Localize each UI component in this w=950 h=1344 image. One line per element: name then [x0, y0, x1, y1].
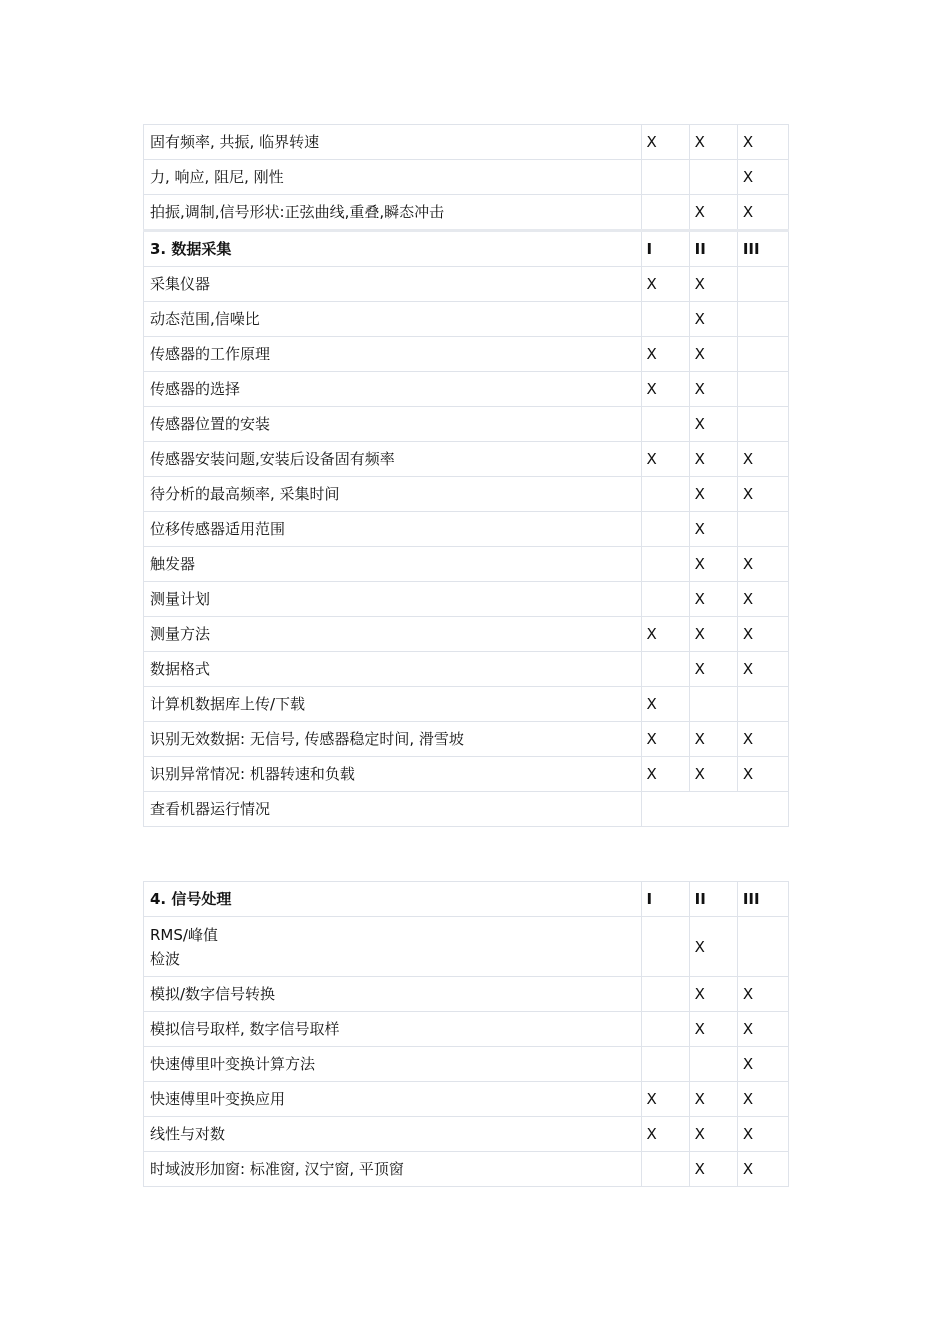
- level-2-cell: X: [689, 1012, 737, 1047]
- topic-cell: 待分析的最高频率, 采集时间: [144, 477, 642, 512]
- table-row: [144, 977, 789, 1012]
- level-3-cell: X: [737, 442, 788, 477]
- level-3-cell: X: [737, 652, 788, 687]
- level-1-cell: [641, 407, 689, 442]
- level-2-cell: X: [689, 547, 737, 582]
- level-2-cell: X: [689, 722, 737, 757]
- section-title: 4. 信号处理: [144, 882, 642, 917]
- topic-line: RMS/峰值: [150, 925, 218, 944]
- table-row: [144, 1047, 789, 1082]
- level-3-cell: X: [737, 1082, 788, 1117]
- table-row: [144, 1117, 789, 1152]
- level-3-cell: X: [737, 722, 788, 757]
- level-3-cell: [737, 372, 788, 407]
- table-row: [144, 160, 789, 195]
- level-3-cell: X: [737, 160, 788, 195]
- level-2-header: II: [689, 882, 737, 917]
- level-3-cell: [737, 267, 788, 302]
- level-3-cell: X: [737, 125, 788, 160]
- level-1-header: I: [641, 882, 689, 917]
- topic-cell: 模拟/数字信号转换: [144, 977, 642, 1012]
- table-row: [144, 792, 789, 827]
- level-1-cell: X: [641, 757, 689, 792]
- level-2-cell: X: [689, 267, 737, 302]
- level-1-cell: [641, 1047, 689, 1082]
- level-1-cell: [641, 302, 689, 337]
- level-1-cell: X: [641, 617, 689, 652]
- topic-cell: 模拟信号取样, 数字信号取样: [144, 1012, 642, 1047]
- level-1-cell: [641, 477, 689, 512]
- table-row: [144, 442, 789, 477]
- level-2-cell: X: [689, 512, 737, 547]
- table-row: [144, 512, 789, 547]
- topic-cell: 动态范围,信噪比: [144, 302, 642, 337]
- topic-cell: 识别无效数据: 无信号, 传感器稳定时间, 滑雪坡: [144, 722, 642, 757]
- level-1-cell: [641, 582, 689, 617]
- level-3-cell: X: [737, 1012, 788, 1047]
- table-row: [144, 917, 789, 977]
- section-header-row: [144, 882, 789, 917]
- section-header-row: [144, 231, 789, 267]
- level-3-cell: X: [737, 547, 788, 582]
- topic-cell: 固有频率, 共振, 临界转速: [144, 125, 642, 160]
- level-1-cell: [641, 1012, 689, 1047]
- topic-cell: 传感器位置的安装: [144, 407, 642, 442]
- level-2-cell: [689, 1047, 737, 1082]
- level-1-cell: [641, 977, 689, 1012]
- topic-cell: [144, 917, 642, 977]
- topic-cell: 测量方法: [144, 617, 642, 652]
- level-3-cell: X: [737, 977, 788, 1012]
- level-1-cell: X: [641, 1082, 689, 1117]
- level-2-cell: X: [689, 757, 737, 792]
- topic-cell: 计算机数据库上传/下载: [144, 687, 642, 722]
- table-row: [144, 652, 789, 687]
- level-3-cell: X: [737, 757, 788, 792]
- level-2-cell: X: [689, 372, 737, 407]
- level-1-cell: X: [641, 722, 689, 757]
- level-1-cell: X: [641, 267, 689, 302]
- topic-line: 检波: [150, 949, 181, 968]
- table-row: [144, 757, 789, 792]
- topic-cell: 传感器的工作原理: [144, 337, 642, 372]
- table-row: [144, 547, 789, 582]
- level-2-cell: X: [689, 302, 737, 337]
- table-row: [144, 337, 789, 372]
- table-row: [144, 125, 789, 160]
- topic-cell: 测量计划: [144, 582, 642, 617]
- level-1-cell: X: [641, 125, 689, 160]
- topic-cell: 传感器的选择: [144, 372, 642, 407]
- training-level-table-signal-processing: [143, 881, 789, 1187]
- level-3-cell: [737, 337, 788, 372]
- level-2-cell: X: [689, 125, 737, 160]
- level-3-cell: [737, 687, 788, 722]
- level-1-cell: X: [641, 687, 689, 722]
- table-row: [144, 302, 789, 337]
- level-2-cell: X: [689, 195, 737, 231]
- level-3-cell: X: [737, 477, 788, 512]
- level-2-cell: X: [689, 1117, 737, 1152]
- level-3-cell: [737, 512, 788, 547]
- level-2-cell: X: [689, 977, 737, 1012]
- level-1-cell: [641, 195, 689, 231]
- level-2-cell: [689, 160, 737, 195]
- topic-cell: 触发器: [144, 547, 642, 582]
- level-2-cell: X: [689, 477, 737, 512]
- topic-cell: 拍振,调制,信号形状:正弦曲线,重叠,瞬态冲击: [144, 195, 642, 231]
- topic-cell: 时域波形加窗: 标准窗, 汉宁窗, 平顶窗: [144, 1152, 642, 1187]
- level-2-cell: X: [689, 442, 737, 477]
- table-row: [144, 1152, 789, 1187]
- level-1-cell: [641, 652, 689, 687]
- level-3-cell: [737, 302, 788, 337]
- table-row: [144, 477, 789, 512]
- level-1-cell: [641, 547, 689, 582]
- level-3-cell: X: [737, 1047, 788, 1082]
- table-row: [144, 617, 789, 652]
- level-3-cell: X: [737, 195, 788, 231]
- level-1-cell: [641, 160, 689, 195]
- table-row: [144, 722, 789, 757]
- level-1-cell: [641, 1152, 689, 1187]
- level-3-header: III: [737, 882, 788, 917]
- level-2-cell: [689, 687, 737, 722]
- level-2-cell: X: [689, 337, 737, 372]
- topic-cell: 快速傅里叶变换计算方法: [144, 1047, 642, 1082]
- level-2-cell: X: [689, 407, 737, 442]
- level-2-cell: X: [689, 582, 737, 617]
- table-row: [144, 195, 789, 231]
- section-title: 3. 数据采集: [144, 231, 642, 267]
- level-2-cell: X: [689, 617, 737, 652]
- level-2-cell: X: [689, 1152, 737, 1187]
- table-row: [144, 372, 789, 407]
- topic-cell: 传感器安装问题,安装后设备固有频率: [144, 442, 642, 477]
- topic-cell: 力, 响应, 阻尼, 刚性: [144, 160, 642, 195]
- level-2-cell: X: [689, 652, 737, 687]
- topic-cell: 数据格式: [144, 652, 642, 687]
- level-3-cell: [737, 917, 788, 977]
- table-row: [144, 407, 789, 442]
- topic-cell: 位移传感器适用范围: [144, 512, 642, 547]
- level-1-cell: X: [641, 442, 689, 477]
- level-3-cell: [737, 407, 788, 442]
- level-1-header: I: [641, 231, 689, 267]
- topic-cell: 识别异常情况: 机器转速和负载: [144, 757, 642, 792]
- table-row: [144, 582, 789, 617]
- table-row: [144, 267, 789, 302]
- level-1-cell: X: [641, 372, 689, 407]
- training-level-table-data-acquisition: [143, 124, 789, 827]
- merged-level-cell: [641, 792, 788, 827]
- level-2-cell: X: [689, 1082, 737, 1117]
- level-3-header: III: [737, 231, 788, 267]
- level-3-cell: X: [737, 1152, 788, 1187]
- topic-cell: 线性与对数: [144, 1117, 642, 1152]
- level-1-cell: X: [641, 337, 689, 372]
- level-2-header: II: [689, 231, 737, 267]
- level-3-cell: X: [737, 582, 788, 617]
- level-1-cell: X: [641, 1117, 689, 1152]
- level-1-cell: [641, 512, 689, 547]
- topic-cell: 采集仪器: [144, 267, 642, 302]
- topic-cell: 查看机器运行情况: [144, 792, 642, 827]
- table-row: [144, 1012, 789, 1047]
- level-2-cell: X: [689, 917, 737, 977]
- table-row: [144, 687, 789, 722]
- level-3-cell: X: [737, 1117, 788, 1152]
- level-3-cell: X: [737, 617, 788, 652]
- topic-cell: 快速傅里叶变换应用: [144, 1082, 642, 1117]
- table-row: [144, 1082, 789, 1117]
- level-1-cell: [641, 917, 689, 977]
